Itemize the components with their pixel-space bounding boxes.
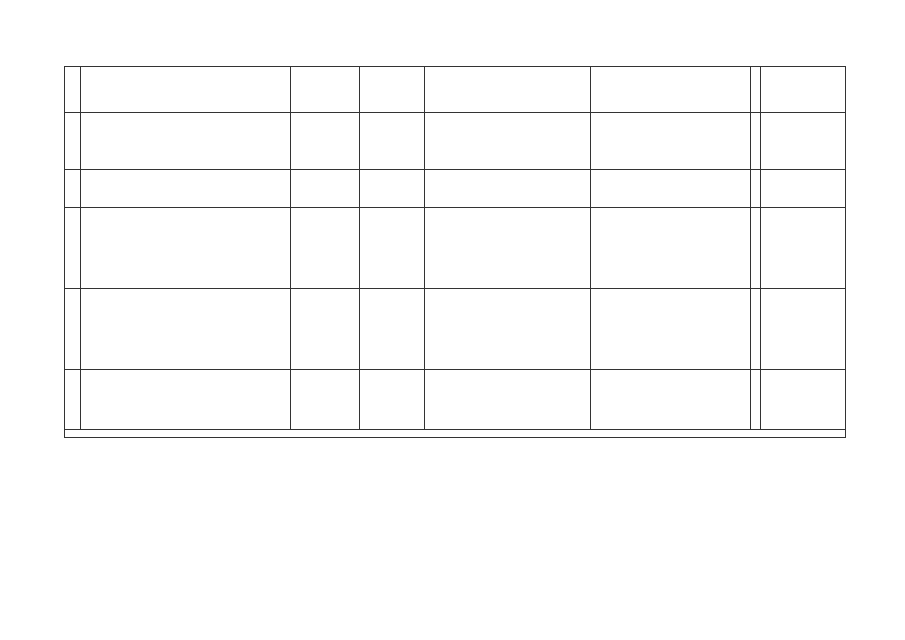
expected-result [591, 208, 751, 289]
expected-result [591, 67, 751, 113]
row-number [65, 113, 81, 170]
table-row [65, 113, 846, 170]
end-date [360, 170, 425, 208]
start-date [291, 170, 360, 208]
expected-result [591, 370, 751, 430]
start-date [291, 289, 360, 370]
responsible-executors [425, 170, 591, 208]
row-number [65, 370, 81, 430]
status [761, 67, 846, 113]
start-date [291, 208, 360, 289]
responsible-executors [425, 370, 591, 430]
event-description [81, 113, 291, 170]
responsible-executors [425, 289, 591, 370]
empty-cell [751, 208, 761, 289]
empty-cell [751, 170, 761, 208]
expected-result [591, 170, 751, 208]
status [761, 289, 846, 370]
end-date [360, 67, 425, 113]
expected-result [591, 113, 751, 170]
responsible-executors [425, 113, 591, 170]
end-date [360, 208, 425, 289]
table-row [65, 370, 846, 430]
event-description [81, 370, 291, 430]
table-row [65, 170, 846, 208]
end-date [360, 370, 425, 430]
end-date [360, 113, 425, 170]
section-row [65, 430, 846, 438]
status [761, 370, 846, 430]
responsible-executors [425, 67, 591, 113]
status [761, 170, 846, 208]
status [761, 113, 846, 170]
row-number [65, 170, 81, 208]
table-row [65, 289, 846, 370]
start-date [291, 113, 360, 170]
start-date [291, 67, 360, 113]
empty-cell [751, 67, 761, 113]
row-number [65, 208, 81, 289]
table-row [65, 208, 846, 289]
table-row [65, 67, 846, 113]
status [761, 208, 846, 289]
start-date [291, 370, 360, 430]
row-number [65, 67, 81, 113]
section-title [65, 430, 846, 438]
event-description [81, 67, 291, 113]
expected-result [591, 289, 751, 370]
empty-cell [751, 289, 761, 370]
empty-cell [751, 370, 761, 430]
event-description [81, 170, 291, 208]
empty-cell [751, 113, 761, 170]
event-description [81, 208, 291, 289]
activities-table [64, 66, 846, 438]
row-number [65, 289, 81, 370]
responsible-executors [425, 208, 591, 289]
event-description [81, 289, 291, 370]
end-date [360, 289, 425, 370]
